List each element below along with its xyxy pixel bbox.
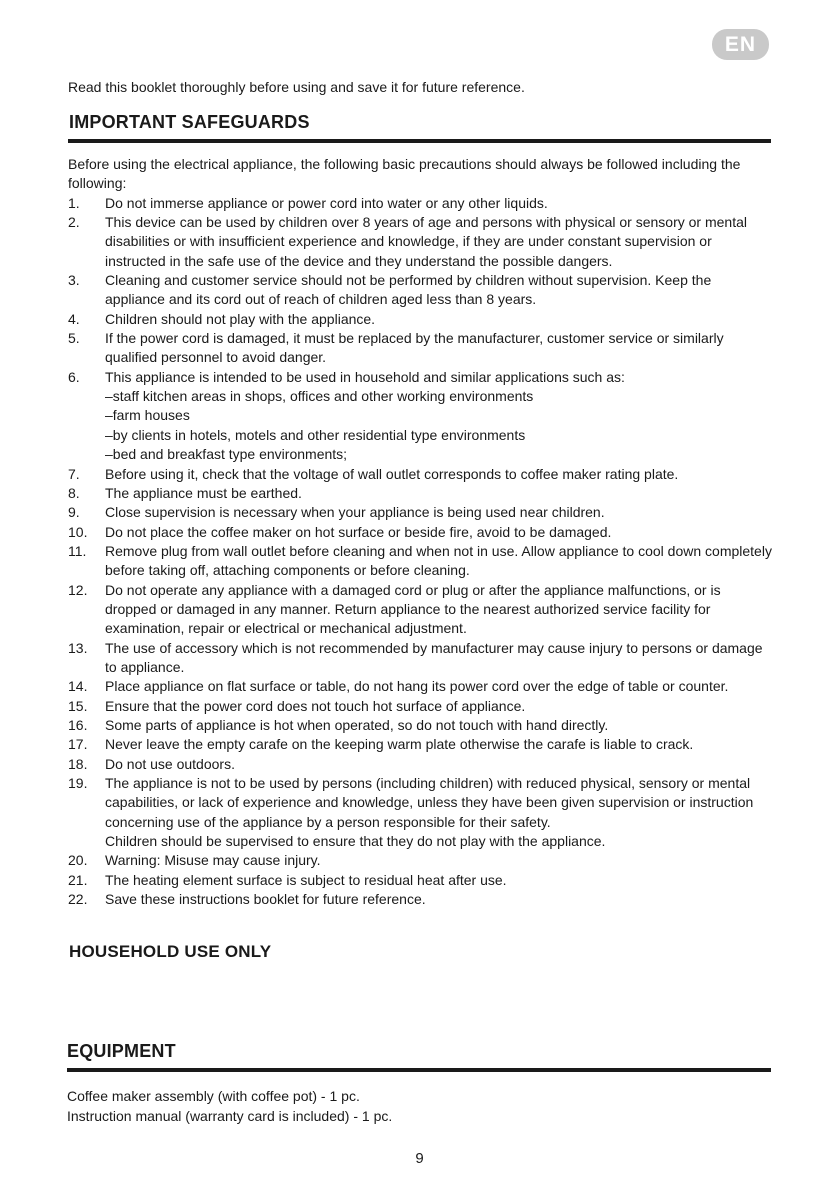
list-item-number: 13.: [68, 639, 88, 656]
list-item-text: [105, 716, 774, 735]
list-item-main-text: Do not place the coffee maker on hot surface or beside fire, avoid to be damaged.: [105, 523, 612, 540]
list-item-number: 5.: [68, 330, 80, 347]
list-item-number: 18.: [68, 755, 88, 772]
list-item: [68, 677, 774, 696]
list-item-number: 9.: [68, 504, 80, 521]
list-item: [68, 194, 774, 213]
list-item-subline: Children should be supervised to ensure that they do not play with the appliance.: [105, 833, 606, 850]
list-item-number: 22.: [68, 891, 88, 908]
intro-text: Read this booklet thoroughly before using and save it for future reference.: [68, 79, 525, 95]
list-item-main-text: Before using it, check that the voltage of wall outlet corresponds to coffee maker rating plate.: [105, 465, 679, 482]
list-item-number: 15.: [68, 697, 88, 714]
list-item-main-text: Do not immerse appliance or power cord into water or any other liquids.: [105, 194, 548, 211]
list-item-number: 6.: [68, 368, 80, 385]
list-item-text: [105, 677, 774, 696]
safeguards-lead: Before using the electrical appliance, the following basic precautions should always be followed including the following:: [68, 156, 741, 192]
list-item: [68, 581, 774, 639]
list-item-number: 10.: [68, 523, 88, 540]
list-item: [68, 774, 774, 851]
list-item-main-text: The appliance must be earthed.: [105, 484, 302, 501]
list-item: [68, 503, 774, 522]
list-item-text: [105, 465, 774, 484]
list-item-number: 1.: [68, 194, 80, 211]
list-item-text: [105, 329, 774, 368]
list-item: [68, 755, 774, 774]
list-item-number: 16.: [68, 716, 88, 733]
list-item-text: [105, 735, 774, 754]
list-item-number: 20.: [68, 852, 88, 869]
list-item: [68, 213, 774, 271]
list-item-text: [105, 368, 774, 465]
list-item-text: [105, 484, 774, 503]
list-item-text: [105, 503, 774, 522]
list-item-text: [105, 581, 774, 639]
list-item-text: [105, 697, 774, 716]
list-item-number: 8.: [68, 484, 80, 501]
list-item-subline: –by clients in hotels, motels and other residential type environments: [105, 426, 526, 443]
list-item-main-text: The heating element surface is subject to residual heat after use.: [105, 871, 507, 888]
list-item-main-text: Never leave the empty carafe on the keeping warm plate otherwise the carafe is liable to crack.: [105, 736, 694, 753]
list-item: [68, 523, 774, 542]
list-item: [68, 851, 774, 870]
list-item-text: [105, 774, 774, 851]
list-item-main-text: Close supervision is necessary when your appliance is being used near children.: [105, 504, 605, 521]
list-item: [68, 542, 774, 581]
language-badge: EN: [712, 29, 769, 60]
list-item: [68, 697, 774, 716]
list-item-subline: –farm houses: [105, 407, 190, 424]
list-item-number: 19.: [68, 775, 88, 791]
list-item-main-text: The appliance is not to be used by persons (including children) with reduced physical, sensory or mental capabilities, or lack of experience and knowledge, unless they have been given supervision or instruction concerning use of the appliance by a person responsible for their safety.: [105, 775, 754, 830]
equipment-line: Coffee maker assembly (with coffee pot) - 1 pc.: [67, 1088, 360, 1104]
list-item-number: 2.: [68, 214, 80, 231]
equipment-rule: [67, 1068, 771, 1072]
list-item-number: 4.: [68, 310, 80, 327]
equipment-title: EQUIPMENT: [67, 1041, 176, 1061]
list-item-main-text: This device can be used by children over 8 years of age and persons with physical or sensory or mental disabilities or with insufficient experience and knowledge, if they are under constant supervision or instructed in the safe use of the device and they understand the possible dangers.: [105, 214, 748, 269]
list-item-text: [105, 310, 774, 329]
list-item-text: [105, 871, 774, 890]
list-item: [68, 329, 774, 368]
list-item-text: [105, 194, 774, 213]
list-item-main-text: Place appliance on flat surface or table, do not hang its power cord over the edge of table or counter.: [105, 678, 729, 695]
list-item-number: 21.: [68, 871, 88, 888]
equipment-list: [67, 1087, 392, 1126]
list-item-text: [105, 639, 774, 678]
list-item-subline: –staff kitchen areas in shops, offices and other working environments: [105, 388, 534, 405]
list-item-number: 17.: [68, 736, 88, 753]
list-item-main-text: The use of accessory which is not recommended by manufacturer may cause injury to persons or damage to appliance.: [105, 639, 763, 675]
list-item-main-text: Ensure that the power cord does not touch hot surface of appliance.: [105, 697, 526, 714]
list-item: [68, 271, 774, 310]
list-item: [68, 639, 774, 678]
list-item: [68, 716, 774, 735]
list-item: [68, 465, 774, 484]
list-item-main-text: Some parts of appliance is hot when operated, so do not touch with hand directly.: [105, 716, 609, 733]
list-item-text: [105, 542, 774, 581]
page-number: 9: [415, 1150, 424, 1167]
list-item-number: 12.: [68, 581, 88, 598]
list-item-number: 14.: [68, 678, 88, 695]
safeguards-rule: [68, 139, 771, 143]
safeguards-title: IMPORTANT SAFEGUARDS: [69, 112, 310, 132]
list-item-text: [105, 890, 774, 909]
list-item-text: [105, 755, 774, 774]
list-item-main-text: Do not use outdoors.: [105, 755, 235, 772]
list-item-main-text: Remove plug from wall outlet before cleaning and when not in use. Allow appliance to cool down completely before taking off, attaching components or before cleaning.: [105, 542, 772, 579]
list-item: [68, 890, 774, 909]
list-item-main-text: Warning: Misuse may cause injury.: [105, 852, 321, 869]
household-title: HOUSEHOLD USE ONLY: [69, 942, 272, 961]
safeguards-body: [68, 155, 774, 909]
list-item-text: [105, 523, 774, 542]
list-item: [68, 368, 774, 465]
list-item: [68, 871, 774, 890]
list-item-main-text: This appliance is intended to be used in household and similar applications such as:: [105, 368, 625, 385]
list-item-text: [105, 271, 774, 310]
list-item-subline: –bed and breakfast type environments;: [105, 446, 348, 463]
list-item-text: [105, 213, 774, 271]
list-item-main-text: Do not operate any appliance with a damaged cord or plug or after the appliance malfunctions, or is dropped or damaged in any manner. Return appliance to the nearest authorized service facility for examination, repair or electrical or mechanical adjustment.: [105, 581, 721, 637]
list-item-main-text: Children should not play with the appliance.: [105, 310, 376, 327]
list-item-text: [105, 851, 774, 870]
equipment-line: Instruction manual (warranty card is included) - 1 pc.: [67, 1107, 393, 1124]
list-item-number: 7.: [68, 465, 80, 482]
list-item-number: 3.: [68, 272, 80, 289]
safeguards-list: [68, 194, 774, 910]
list-item-main-text: If the power cord is damaged, it must be replaced by the manufacturer, customer service or similarly qualified personnel to avoid danger.: [105, 330, 724, 366]
list-item-main-text: Cleaning and customer service should not be performed by children without supervision. Keep the appliance and its cord out of reach of children aged less than 8 years.: [105, 272, 712, 308]
list-item: [68, 484, 774, 503]
list-item: [68, 310, 774, 329]
list-item-main-text: Save these instructions booklet for future reference.: [105, 891, 426, 908]
list-item: [68, 735, 774, 754]
list-item-number: 11.: [68, 542, 87, 559]
